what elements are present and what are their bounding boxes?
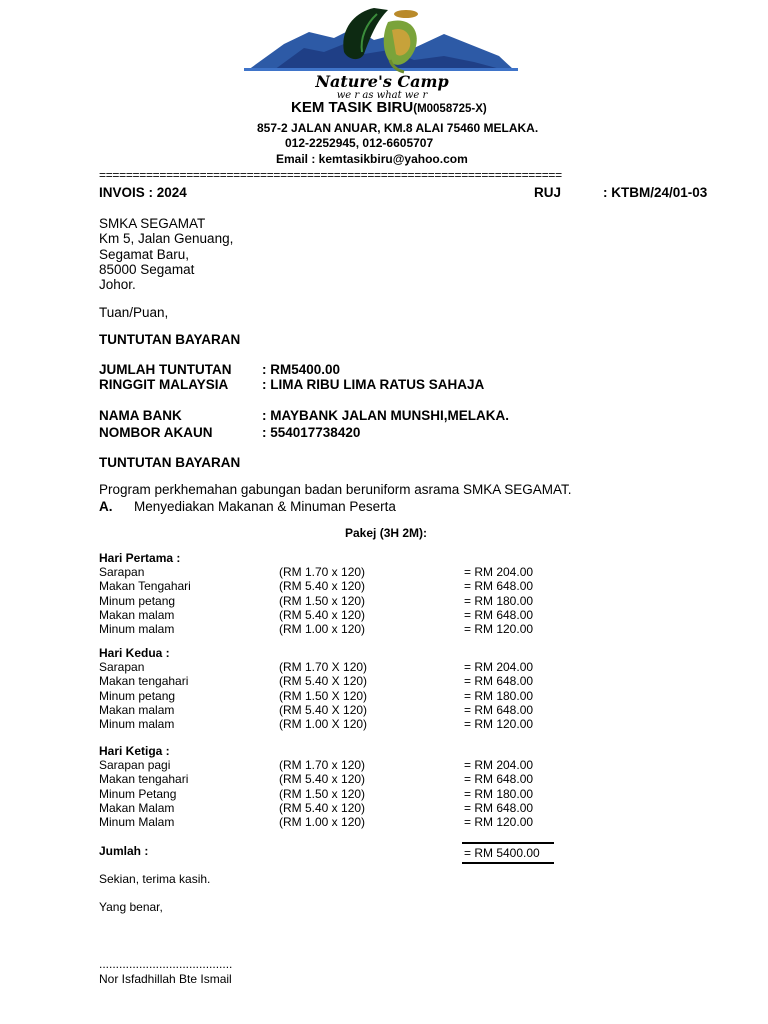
recipient-line: Johor. (99, 277, 136, 293)
meal-amount: = RM 648.00 (464, 772, 534, 787)
regards-text: Yang benar, (99, 900, 163, 914)
table-row (99, 772, 559, 786)
table-row (99, 787, 559, 801)
table-row (99, 594, 559, 608)
claim-amount-label: JUMLAH TUNTUTAN (99, 362, 232, 377)
recipient-line: SMKA SEGAMAT (99, 216, 206, 231)
meal-item: Minum petang (99, 688, 176, 703)
table-row (99, 660, 559, 674)
meal-amount: = RM 204.00 (464, 758, 534, 773)
meal-amount: = RM 648.00 (464, 579, 534, 594)
meal-calc: (RM 1.50 x 120) (279, 593, 366, 608)
claim-amount-value: : RM5400.00 (262, 362, 341, 377)
recipient-line: 85000 Segamat (99, 261, 195, 277)
company-name (291, 99, 487, 116)
reference-value: : KTBM/24/01-03 (603, 185, 708, 200)
meal-calc: (RM 1.70 x 120) (279, 758, 366, 773)
company-email: Email : kemtasikbiru@yahoo.com (276, 152, 468, 166)
company-phone: 012-2252945, 012-6605707 (285, 136, 434, 150)
meal-item: Makan malam (99, 702, 175, 717)
total-label: Jumlah : (99, 844, 149, 858)
meal-item: Minum petang (99, 593, 176, 608)
meal-amount: = RM 120.00 (464, 621, 534, 636)
table-row (99, 565, 559, 579)
meal-item: Minum Petang (99, 786, 177, 801)
meal-calc: (RM 1.50 x 120) (279, 786, 366, 801)
day-title: Hari Pertama : (99, 551, 181, 565)
account-number-label: NOMBOR AKAUN (99, 425, 213, 440)
meal-item: Makan tengahari (99, 674, 189, 689)
meal-calc: (RM 1.70 X 120) (279, 660, 368, 675)
claim-words-label: RINGGIT MALAYSIA (99, 377, 229, 392)
table-row (99, 801, 559, 815)
meal-amount: = RM 648.00 (464, 674, 534, 689)
company-name-text: KEM TASIK BIRU (291, 99, 414, 116)
total-bottom-rule (462, 862, 554, 864)
meal-amount: = RM 204.00 (464, 565, 534, 580)
meal-item: Makan malam (99, 607, 175, 622)
recipient-line: Km 5, Jalan Genuang, (99, 231, 234, 247)
meal-item: Minum Malam (99, 814, 175, 829)
day-three-section (99, 744, 559, 829)
table-row (99, 689, 559, 703)
meal-item: Sarapan (99, 565, 145, 580)
meal-amount: = RM 180.00 (464, 593, 534, 608)
meal-item: Sarapan (99, 660, 145, 675)
package-title: Pakej (3H 2M): (345, 526, 428, 540)
item-a-text: Menyediakan Makanan & Minuman Peserta (134, 499, 396, 514)
meal-calc: (RM 1.00 x 120) (279, 621, 366, 636)
meal-calc: (RM 1.50 X 120) (279, 688, 368, 703)
table-row (99, 703, 559, 717)
meal-calc: (RM 1.70 x 120) (279, 565, 366, 580)
table-row (99, 674, 559, 688)
meal-amount: = RM 180.00 (464, 688, 534, 703)
header-separator: ===================================================================== (99, 168, 562, 182)
meal-amount: = RM 648.00 (464, 702, 534, 717)
signatory-name: Nor Isfadhillah Bte Ismail (99, 972, 232, 986)
logo-brand-text: Nature's Camp (315, 72, 449, 91)
item-a-letter: A. (99, 499, 113, 514)
meal-calc: (RM 5.40 x 120) (279, 579, 366, 594)
meal-item: Makan Malam (99, 800, 175, 815)
nature-camp-logo (214, 0, 550, 104)
salutation: Tuan/Puan, (99, 305, 169, 320)
meal-calc: (RM 1.00 x 120) (279, 814, 366, 829)
meal-item: Makan tengahari (99, 772, 189, 787)
reference-label: RUJ (534, 185, 562, 200)
closing-text: Sekian, terima kasih. (99, 872, 211, 886)
program-description: Program perkhemahan gabungan badan beruniform asrama SMKA SEGAMAT. (99, 482, 572, 497)
account-number-value: : 554017738420 (262, 425, 361, 440)
meal-calc: (RM 5.40 x 120) (279, 800, 366, 815)
bank-name-label: NAMA BANK (99, 408, 182, 423)
table-row (99, 608, 559, 622)
claim-words-value: : LIMA RIBU LIMA RATUS SAHAJA (262, 377, 485, 392)
meal-calc: (RM 1.00 X 120) (279, 716, 368, 731)
table-row (99, 579, 559, 593)
table-row (99, 815, 559, 829)
recipient-address (99, 216, 233, 292)
heading-claim-details: TUNTUTAN BAYARAN (99, 455, 241, 470)
meal-calc: (RM 5.40 x 120) (279, 772, 366, 787)
meal-item: Makan Tengahari (99, 579, 191, 594)
bank-name-value: : MAYBANK JALAN MUNSHI,MELAKA. (262, 408, 510, 423)
table-row (99, 622, 559, 636)
meal-calc: (RM 5.40 X 120) (279, 702, 368, 717)
day-two-section (99, 646, 559, 731)
meal-calc: (RM 5.40 x 120) (279, 607, 366, 622)
day-title: Hari Kedua : (99, 646, 170, 660)
day-one-section (99, 551, 559, 636)
total-amount: = RM 5400.00 (464, 846, 540, 860)
meal-amount: = RM 180.00 (464, 786, 534, 801)
invoice-number: INVOIS : 2024 (99, 185, 187, 200)
company-reg-no: (M0058725-X) (413, 103, 487, 115)
heading-claim: TUNTUTAN BAYARAN (99, 332, 241, 347)
recipient-line: Segamat Baru, (99, 246, 190, 262)
meal-amount: = RM 120.00 (464, 814, 534, 829)
company-address: 857-2 JALAN ANUAR, KM.8 ALAI 75460 MELAKA. (257, 121, 539, 135)
logo-tagline-text: we r as what we r (336, 90, 428, 101)
table-row (99, 758, 559, 772)
meal-amount: = RM 648.00 (464, 800, 534, 815)
meal-item: Minum malam (99, 621, 175, 636)
day-title: Hari Ketiga : (99, 744, 170, 758)
table-row (99, 717, 559, 731)
total-amount-box (462, 842, 554, 864)
signature-line: ........................................ (99, 957, 233, 971)
meal-amount: = RM 204.00 (464, 660, 534, 675)
meal-amount: = RM 120.00 (464, 716, 534, 731)
meal-item: Sarapan pagi (99, 758, 171, 773)
meal-item: Minum malam (99, 716, 175, 731)
meal-amount: = RM 648.00 (464, 607, 534, 622)
meal-calc: (RM 5.40 X 120) (279, 674, 368, 689)
